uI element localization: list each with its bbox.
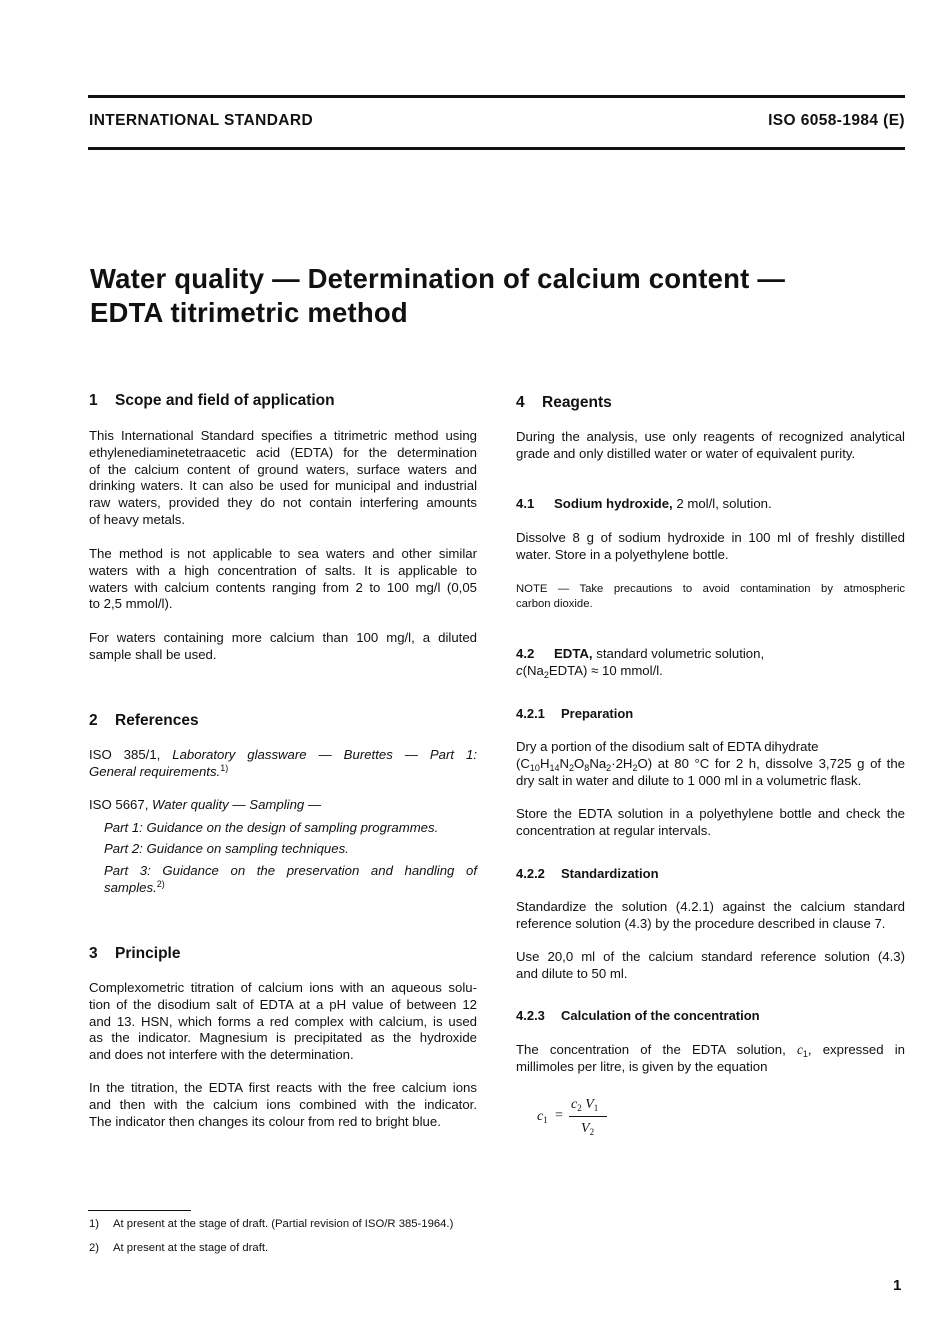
text-part: at 80 °C for 2 h, dissolve 3,725 g of the	[652, 755, 905, 771]
section-3-heading	[89, 945, 180, 963]
formula-part: O)	[637, 755, 653, 771]
text-line-formula	[516, 756, 905, 773]
reference-part-1	[104, 820, 477, 837]
header-top-rule	[88, 95, 905, 98]
text-line: and then with the calcium ions combined with the indicator.	[89, 1096, 477, 1112]
reference-part-2	[104, 841, 477, 858]
title-line-2: EDTA titrimetric method	[90, 297, 408, 328]
fraction-bar	[569, 1116, 607, 1117]
subsection-4-2-2-heading	[516, 866, 659, 881]
formula-part: (C	[516, 755, 530, 771]
section-2-heading	[89, 712, 199, 730]
text-line: The method is not applicable to sea waters and other similar	[89, 546, 477, 561]
equation-equals: =	[555, 1108, 563, 1123]
formula-part: (Na	[522, 663, 544, 678]
equation-denominator	[581, 1121, 594, 1137]
concentration-equation	[537, 1097, 627, 1143]
footnote-1	[89, 1218, 453, 1230]
subsection-4-2-heading	[516, 646, 764, 661]
subsection-4-2-3-heading	[516, 1008, 760, 1023]
subsection-number: 4.2.2	[516, 866, 545, 881]
subsection-title: Calculation of the concentration	[561, 1008, 760, 1023]
section-1-paragraph-1	[89, 428, 477, 529]
text-line: In the titration, the EDTA first reacts with the free calcium ions	[89, 1080, 477, 1095]
subsection-4-1-heading	[516, 496, 772, 511]
text-part: The concentration of the EDTA solution,	[516, 1042, 797, 1057]
text-line: This International Standard specifies a titrimetric method using	[89, 428, 477, 443]
section-number: 4	[516, 394, 525, 411]
formula-subscript: 2	[543, 670, 549, 680]
footnote-text: At present at the stage of draft. (Partial revision of ISO/R 385-1964.)	[113, 1218, 454, 1230]
formula-subscript: 2	[632, 762, 638, 773]
edta-concentration	[516, 663, 663, 678]
equation-subscript: 1	[593, 1103, 599, 1113]
text-line: reference solution (4.3) by the procedure described in clause 7.	[516, 915, 886, 931]
formula-part: O	[574, 755, 585, 771]
section-1-paragraph-3	[89, 630, 477, 664]
text-line: tion of the disodium salt of EDTA at a pH value of between 12	[89, 996, 477, 1012]
text-line: Standardize the solution (4.2.1) against the calcium standard	[516, 899, 905, 914]
text-line: of heavy metals.	[89, 511, 186, 527]
reference-part-3	[104, 863, 477, 897]
document-title	[90, 262, 785, 330]
title-line-1: Water quality — Determination of calcium content —	[90, 263, 786, 294]
section-number: 2	[89, 712, 98, 729]
subsection-title: EDTA,	[554, 646, 593, 661]
formula-subscript: 14	[549, 762, 560, 773]
concentration-symbol: c	[516, 663, 523, 678]
footnote-rule	[88, 1210, 191, 1211]
text-line: as the indicator. Magnesium is precipitated as the hydroxide	[89, 1030, 477, 1046]
reference-part: samples.	[104, 879, 157, 895]
text-line: concentration at regular intervals.	[516, 822, 711, 838]
section-4-heading	[516, 394, 612, 412]
reference-title: Laboratory glassware — Burettes — Part 1:	[172, 747, 477, 762]
section-title: Scope and field of application	[115, 392, 335, 409]
text-line: dry salt in water and dilute to 1 000 ml in a volumetric flask.	[516, 772, 862, 788]
formula-subscript: 10	[529, 762, 540, 773]
text-line: and does not interfere with the determination.	[89, 1047, 354, 1063]
equation-subscript: 1	[543, 1115, 548, 1125]
formula-subscript: 8	[584, 762, 590, 773]
section-number: 3	[89, 945, 98, 962]
text-line: The indicator then changes its colour from red to bright blue.	[89, 1113, 441, 1129]
text-line: sample shall be used.	[89, 646, 217, 662]
reference-line	[89, 747, 477, 764]
formula-part: Na	[589, 755, 607, 771]
text-line: grade and only distilled water or water of equivalent purity.	[516, 445, 856, 461]
subsection-4-2-1-paragraph-1	[516, 739, 905, 789]
subsection-number: 4.1	[516, 496, 535, 511]
subsection-4-2-2-paragraph-1	[516, 899, 905, 933]
subsection-number: 4.2.3	[516, 1008, 545, 1023]
subsection-4-2-1-paragraph-2	[516, 806, 905, 840]
reference-number: ISO 5667,	[89, 797, 153, 812]
reference-part: Part 1: Guidance on the design of sampling programmes.	[104, 820, 439, 835]
section-3-paragraph-1	[89, 980, 477, 1064]
equation-subscript: 2	[577, 1103, 582, 1113]
reference-number: ISO 385/1,	[89, 747, 173, 762]
footnote-marker: 1)	[220, 762, 229, 773]
text-line: and 13. HSN, which forms a red complex with calcium, is used	[89, 1013, 477, 1029]
header-right: ISO 6058-1984 (E)	[768, 112, 905, 129]
formula-part: ·2H	[611, 755, 633, 771]
header-left: INTERNATIONAL STANDARD	[89, 112, 314, 129]
section-title: References	[115, 712, 199, 729]
section-title: Reagents	[542, 394, 612, 411]
text-line: waters with a high concentration of salts. It is applicable to	[89, 562, 477, 578]
text-line: of the calcium content of ground waters, surface waters and	[89, 461, 477, 477]
formula-part: H	[539, 755, 550, 771]
equation-symbol: c	[537, 1109, 544, 1124]
symbol-subscript: 1	[802, 1049, 808, 1059]
text-line: to 2,5 mmol/l).	[89, 596, 173, 612]
equation-numerator	[571, 1097, 598, 1113]
reference-line	[89, 764, 477, 781]
text-line: millimoles per litre, is given by the equation	[516, 1058, 768, 1074]
subsection-title-rest: 2 mol/l, solution.	[672, 496, 772, 511]
text-line: During the analysis, use only reagents of recognized analytical	[516, 429, 905, 444]
text-line: waters with calcium contents ranging from 2 to 100 mg/l (0,05	[89, 579, 477, 595]
text-line: Dissolve 8 g of sodium hydroxide in 100 ml of freshly distilled	[516, 530, 905, 545]
text-line: water. Store in a polyethylene bottle.	[516, 546, 729, 562]
formula-part: EDTA) ≈ 10 mmol/l.	[548, 663, 663, 678]
note-line: carbon dioxide.	[516, 598, 593, 610]
text-line: Use 20,0 ml of the calcium standard reference solution (4.3)	[516, 949, 905, 964]
footnote-marker: 2)	[156, 878, 165, 889]
subsection-4-2-1-heading	[516, 706, 633, 721]
text-line: Dry a portion of the disodium salt of EDTA dihydrate	[516, 739, 819, 754]
section-4-paragraph	[516, 429, 905, 463]
text-line: and dilute to 50 ml.	[516, 965, 628, 981]
text-line: Complexometric titration of calcium ions with an aqueous solu-	[89, 980, 477, 995]
subsection-4-2-3-paragraph	[516, 1042, 905, 1076]
text-line	[516, 1042, 905, 1059]
footnote-2	[89, 1242, 268, 1254]
note-line: NOTE — Take precautions to avoid contamination by atmospheric	[516, 583, 905, 595]
symbol: c	[796, 1042, 803, 1057]
footnote-number: 1)	[89, 1218, 100, 1230]
reference-part: Part 2: Guidance on sampling techniques.	[104, 841, 349, 856]
section-title: Principle	[115, 945, 181, 962]
section-1-paragraph-2	[89, 546, 477, 613]
formula-subscript: 2	[569, 762, 575, 773]
reference-title: General requirements.	[89, 763, 221, 779]
header-bottom-rule	[88, 147, 905, 150]
equation-symbol: V	[581, 1121, 590, 1136]
subsection-title: Preparation	[561, 706, 634, 721]
subsection-4-1-paragraph	[516, 530, 905, 564]
text-line: ethylenediaminetetraacetic acid (EDTA) for the determination	[89, 444, 477, 460]
footnote-text: At present at the stage of draft.	[113, 1242, 269, 1254]
equation-symbol: V	[585, 1097, 594, 1112]
reference-line	[104, 880, 477, 897]
text-line: For waters containing more calcium than 100 mg/l, a diluted	[89, 630, 477, 645]
subsection-number: 4.2.1	[516, 706, 545, 721]
subsection-title-rest: standard volumetric solution,	[592, 646, 765, 661]
section-3-paragraph-2	[89, 1080, 477, 1130]
reference-iso-5667	[89, 797, 477, 814]
subsection-title: Sodium hydroxide,	[554, 496, 673, 511]
text-line: raw waters, provided they do not contain interfering amounts	[89, 495, 477, 511]
text-line: Store the EDTA solution in a polyethylene bottle and check the	[516, 806, 905, 821]
formula-part: N	[559, 755, 570, 771]
reference-title: Water quality — Sampling —	[152, 797, 322, 812]
reference-iso-385	[89, 747, 477, 781]
section-1-heading	[89, 392, 335, 410]
equation-lhs	[537, 1109, 548, 1125]
text-part: , expressed in	[807, 1042, 905, 1057]
formula-subscript: 2	[606, 762, 612, 773]
page-number: 1	[893, 1277, 902, 1294]
reference-part: Part 3: Guidance on the preservation and handling of	[104, 863, 477, 878]
section-number: 1	[89, 392, 98, 409]
equation-symbol: c	[571, 1097, 578, 1112]
subsection-4-2-2-paragraph-2	[516, 949, 905, 983]
equation-subscript: 2	[589, 1127, 595, 1137]
footnote-number: 2)	[89, 1242, 100, 1254]
text-line: drinking waters. It can also be used for municipal and industrial	[89, 478, 477, 494]
subsection-title: Standardization	[561, 866, 659, 881]
reference-line	[89, 797, 477, 814]
subsection-number: 4.2	[516, 646, 535, 661]
subsection-4-1-note	[516, 582, 905, 612]
